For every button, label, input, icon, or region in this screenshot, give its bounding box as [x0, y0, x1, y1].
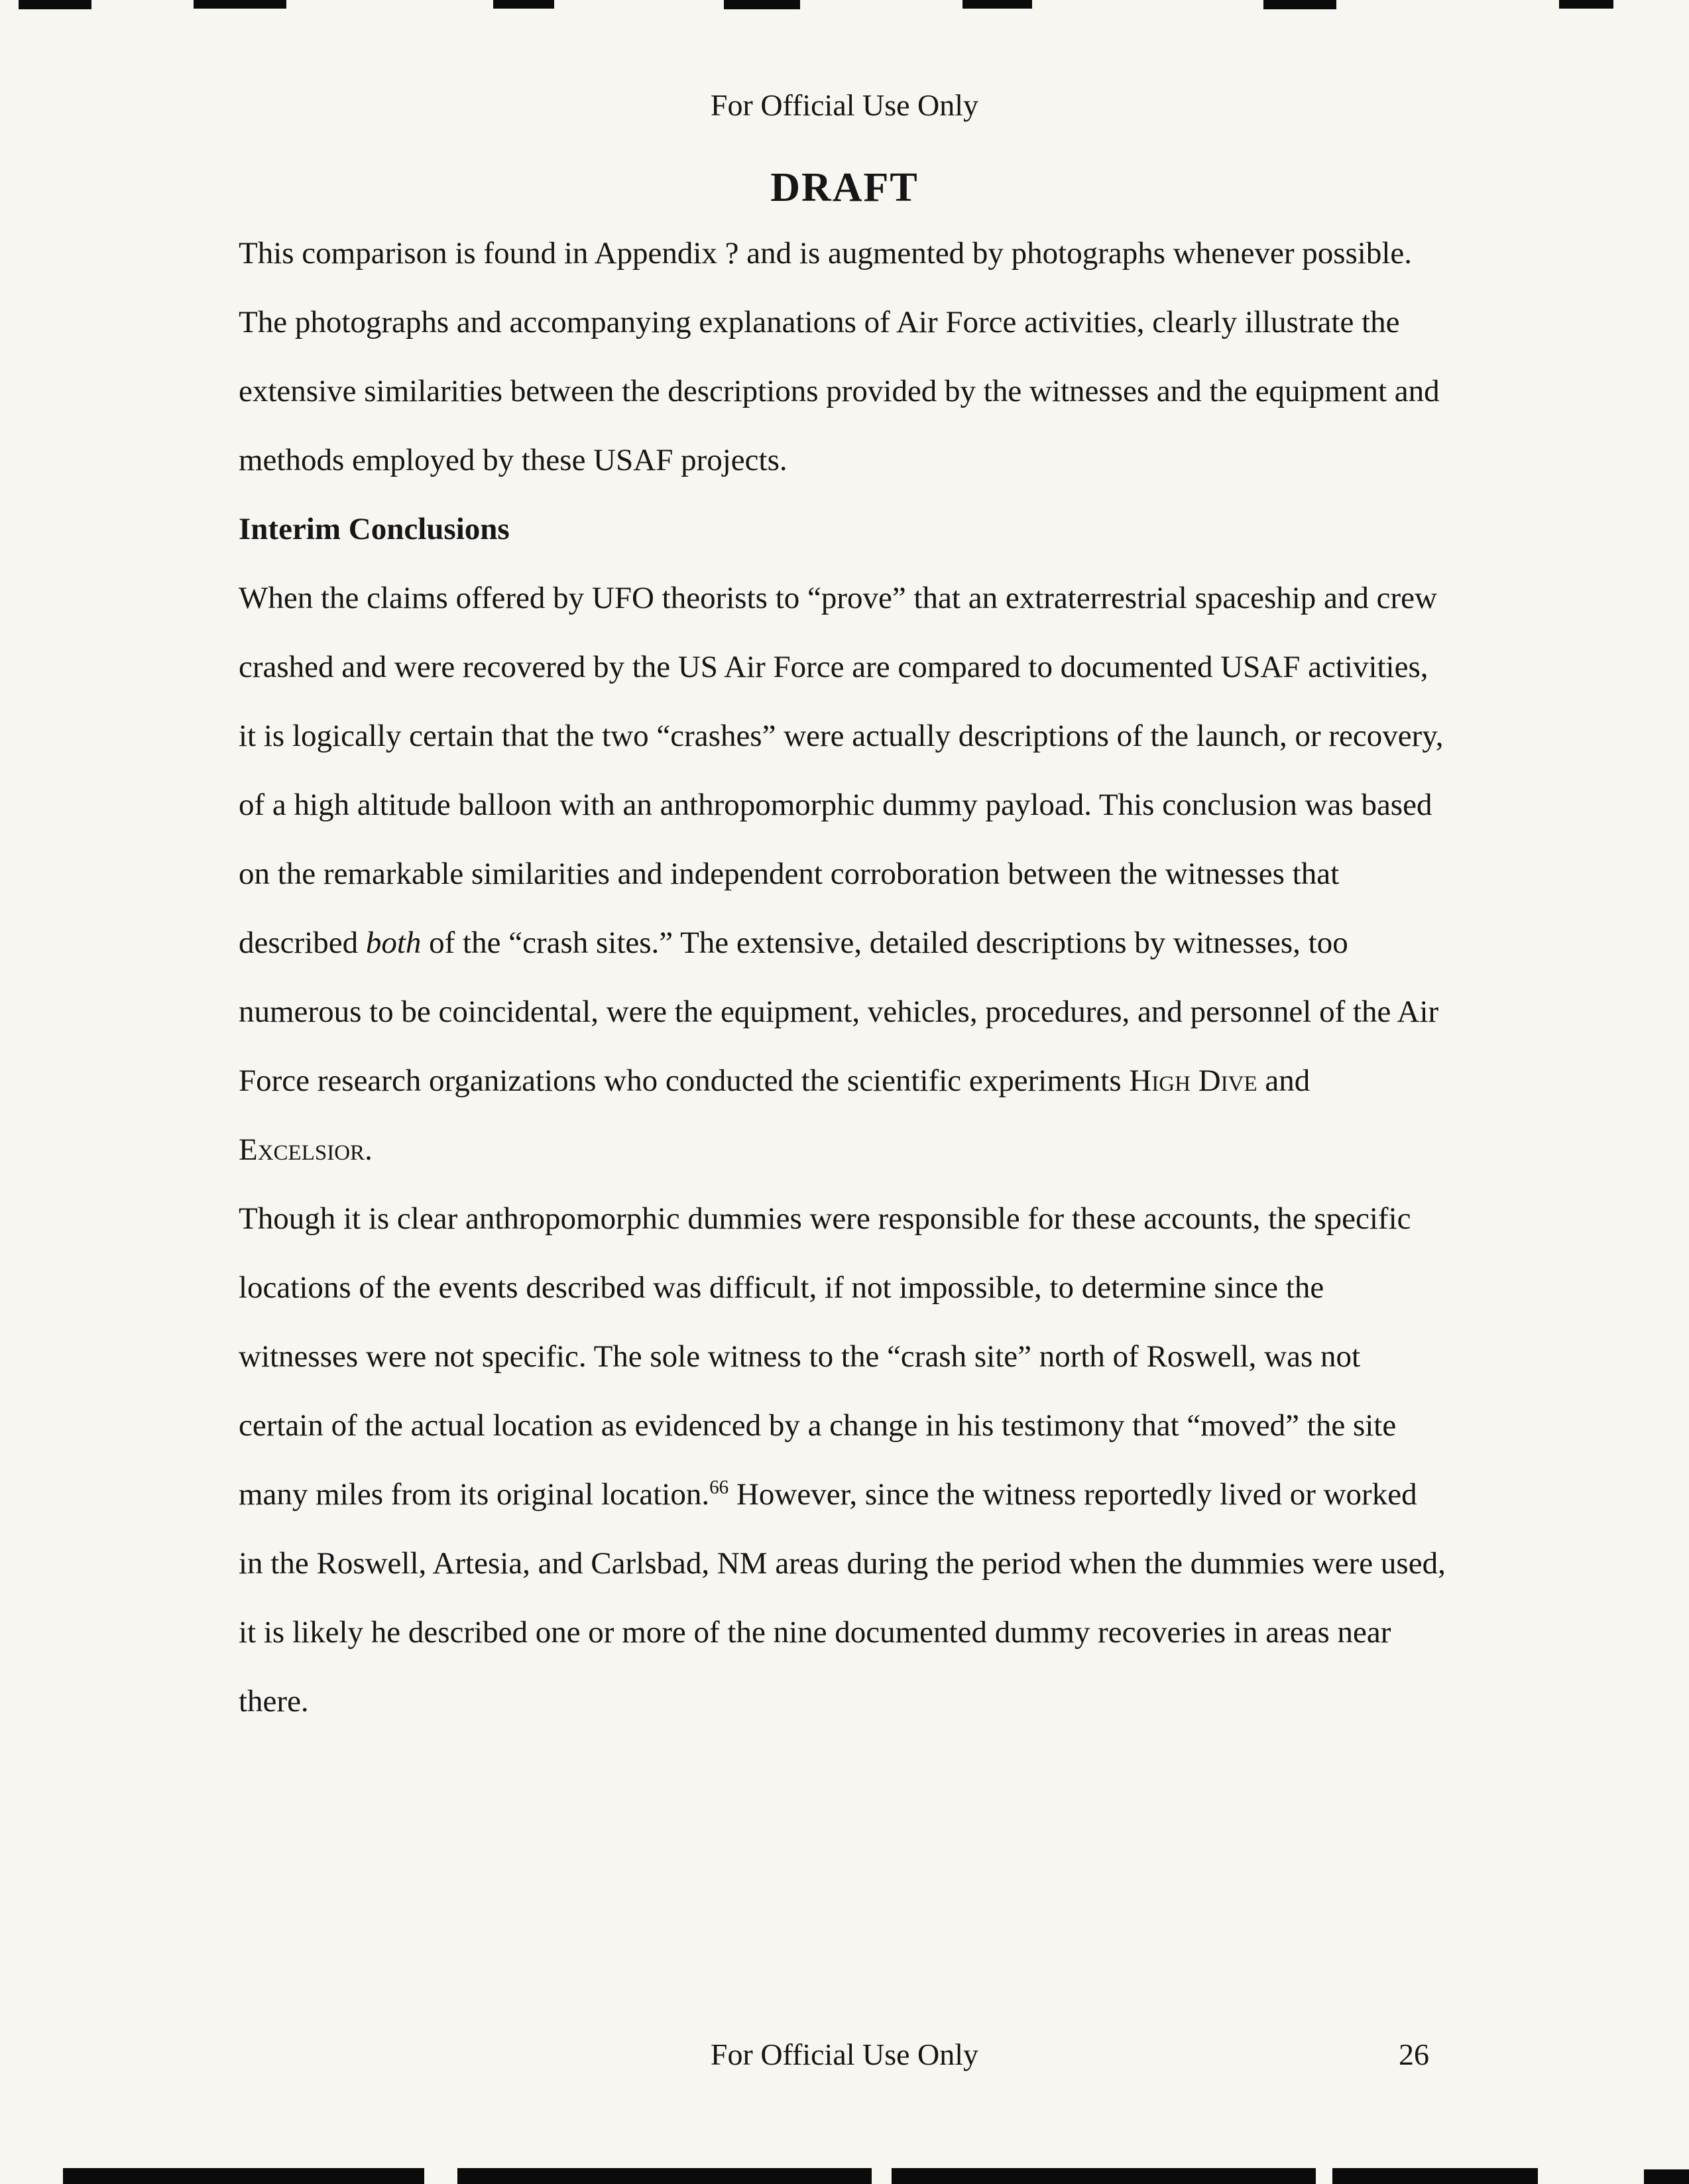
paragraph-3	[239, 1184, 1448, 1736]
footer-classification: For Official Use Only	[710, 2037, 979, 2071]
footnote-reference: 66	[709, 1477, 729, 1498]
text-run: .	[365, 1132, 373, 1167]
scan-artifact	[1263, 0, 1336, 9]
scan-artifact	[457, 2168, 872, 2184]
scan-artifact	[892, 2168, 1316, 2184]
text-run-smallcaps: Excelsior	[239, 1132, 365, 1167]
scan-artifact	[724, 0, 800, 9]
paragraph-2	[239, 564, 1448, 1184]
scan-artifact	[1559, 0, 1613, 9]
scan-artifact	[962, 0, 1032, 9]
scan-artifact	[194, 0, 286, 9]
text-run: Though it is clear anthropomorphic dummies were responsible for these accounts, the specific locations of the events described was difficult, if not impossible, to determine since the witnesses were not specific. The sole witness to the “crash site” north of Roswell, was not certain of the actual location as evidenced by a change in his testimony that “moved” the site many miles from its original location.	[239, 1201, 1411, 1512]
text-run: of the “crash sites.” The extensive, detailed descriptions by witnesses, too numerous to be coincidental, were the equipment, vehicles, procedures, and personnel of the Air Force research organizations who conducted the scientific experiments	[239, 926, 1439, 1098]
section-heading-interim-conclusions: Interim Conclusions	[239, 512, 510, 546]
page-number: 26	[1399, 2037, 1429, 2071]
page-footer	[0, 2037, 1689, 2077]
text-run: When the claims offered by UFO theorists to “prove” that an extraterrestrial spaceship and crew crashed and were recovered by the US Air Force are compared to documented USAF activities, it is logically certain that the two “crashes” were actually descriptions of the launch, or recovery, of a high altitude balloon with an anthropomorphic dummy payload. This conclusion was based on the remarkable similarities and independent corroboration between the witnesses that described	[239, 581, 1444, 960]
document-title: DRAFT	[770, 165, 919, 210]
scan-artifact	[493, 0, 554, 9]
scan-artifact	[1644, 2169, 1689, 2184]
text-run: However, since the witness reportedly lived or worked in the Roswell, Artesia, and Carlsbad, NM areas during the period when the dummies were used, it is likely he described one or more of the nine documented dummy recoveries in areas near there.	[239, 1477, 1446, 1719]
scan-artifact	[63, 2168, 424, 2184]
text-run: and	[1257, 1063, 1310, 1098]
scan-artifact	[1332, 2168, 1538, 2184]
document-body	[239, 219, 1448, 1736]
text-run-italic: both	[365, 926, 422, 960]
header-classification: For Official Use Only	[710, 88, 979, 122]
text-run-smallcaps: High Dive	[1129, 1063, 1257, 1098]
scan-artifact	[19, 0, 91, 9]
paragraph-1: This comparison is found in Appendix ? and is augmented by photographs whenever possible. The photographs and accompanying explanations of Air Force activities, clearly illustrate the extensive similarities between the descriptions provided by the witnesses and the equipment and methods employed by these USAF projects.	[239, 236, 1440, 477]
